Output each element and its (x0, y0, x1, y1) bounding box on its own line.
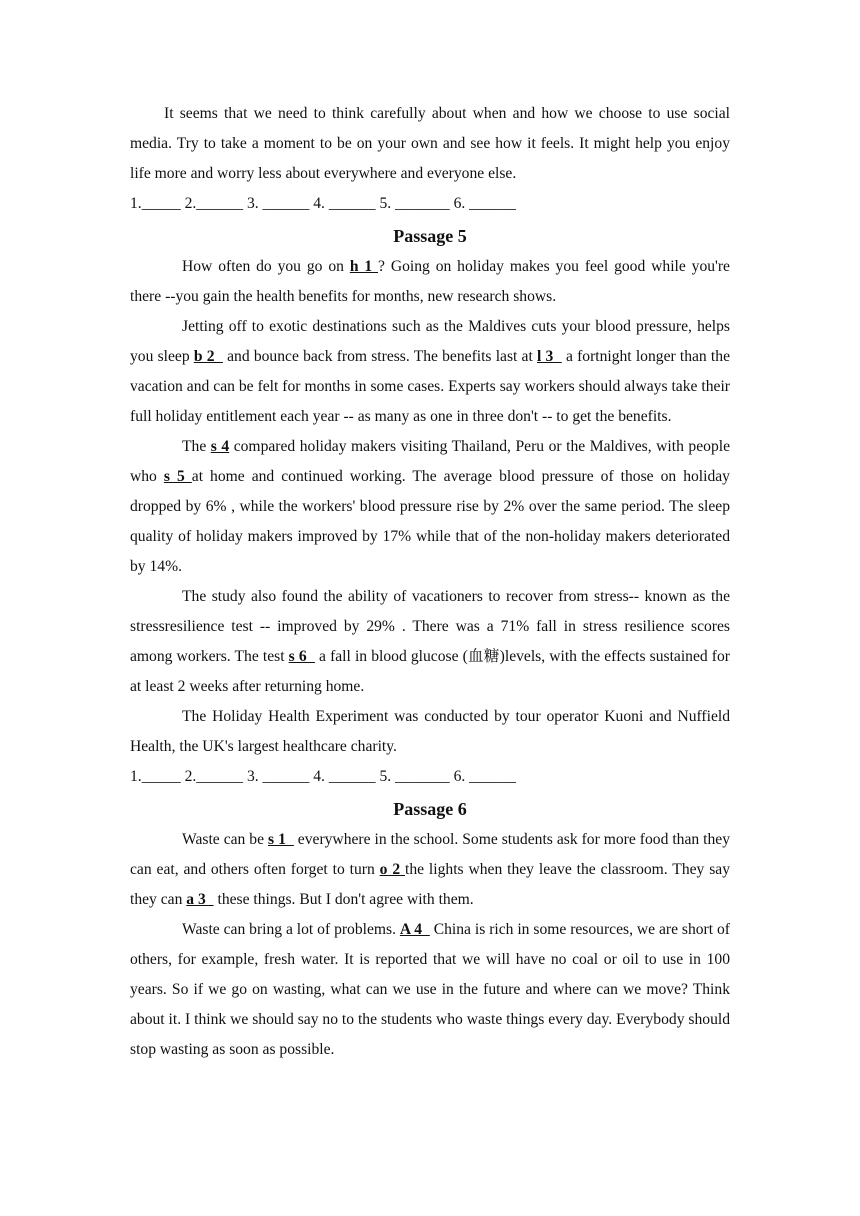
blank-5: s 5 (163, 468, 192, 485)
passage-5-paragraph-4 (130, 582, 730, 702)
passage-6-paragraph-2 (130, 915, 730, 1065)
text-span: Waste can be (182, 831, 269, 848)
text-span: ? Going on holiday makes you feel good while you're there --you gain the health benefits for months, new research shows. (130, 258, 730, 305)
passage-5-title: Passage 5 (393, 226, 467, 246)
text-span: the lights when they leave the classroom. They say they can (130, 861, 731, 908)
document-body (130, 99, 730, 1065)
blank-2: o 2 (379, 861, 405, 878)
blank-4: A 4 (399, 921, 430, 938)
answer-line: 1._____ 2.______ 3. ______ 4. ______ 5. _______ 6. ______ (130, 195, 516, 212)
passage-6-title: Passage 6 (393, 799, 467, 819)
answer-line: 1._____ 2.______ 3. ______ 4. ______ 5. _______ 6. ______ (130, 768, 516, 785)
text-span: How often do you go on (182, 258, 350, 275)
blank-6: s 6 (288, 648, 315, 665)
text-span: at home and continued working. The average blood pressure of those on holiday dropped by 6% , while the workers' blood pressure rise by 2% over the same period. The sleep quality of holiday makers improved by 17% while that of the non-holiday makers deteriorated by 14%. (130, 468, 730, 575)
passage-5-paragraph-3 (130, 432, 730, 582)
text-span: and bounce back from stress. The benefits last at (222, 348, 538, 365)
text-span: these things. But I don't agree with them. (213, 891, 474, 908)
passage-6-paragraph-1 (130, 825, 730, 915)
passage-5-paragraph-5 (130, 702, 730, 762)
text-span: Waste can bring a lot of problems. (182, 921, 400, 938)
blank-3: l 3 (537, 348, 562, 365)
text-span: Jetting off to exotic destinations such as the Maldives cuts your blood pressure, helps you sleep (130, 318, 730, 365)
text-span: a fall in blood glucose (血糖)levels, with the effects sustained for at least 2 weeks after returning home. (130, 648, 730, 695)
blank-4: s 4 (210, 438, 230, 455)
blank-2: b 2 (193, 348, 223, 365)
blank-1: s 1 (268, 831, 294, 848)
text-span: China is rich in some resources, we are short of others, for example, fresh water. It is reported that we will have no coal or oil to use in 100 years. So if we go on wasting, what can we use in the future and where can we move? Think about it. I think we should say no to the students who waste things every day. Everybody should stop wasting as soon as possible. (130, 921, 730, 1058)
text-span: everywhere in the school. Some students ask for more food than they can eat, and others often forget to turn (130, 831, 731, 878)
text-span: The (182, 438, 211, 455)
passage-5-paragraph-2 (130, 312, 730, 432)
intro-paragraph (130, 99, 730, 189)
text-span: a fortnight longer than the vacation and can be felt for months in some cases. Experts say workers should always take their full holiday entitlement each year -- as many as one in three don't -- to get the benefits. (130, 348, 730, 425)
passage-5-paragraph-1 (130, 252, 730, 312)
blank-3: a 3 (186, 891, 214, 908)
text-span: The study also found the ability of vacationers to recover from stress-- known as the stressresilience test -- improved by 29% . There was a 71% fall in stress resilience scores among workers. The test (130, 588, 730, 665)
text-span: The Holiday Health Experiment was conducted by tour operator Kuoni and Nuffield Health, the UK's largest healthcare charity. (130, 708, 730, 755)
text-span: compared holiday makers visiting Thailand, Peru or the Maldives, with people who (130, 438, 730, 485)
blank-1: h 1 (349, 258, 379, 275)
intro-text: It seems that we need to think carefully about when and how we choose to use social media. Try to take a moment to be on your own and see how it feels. It might help you enjoy life more and worry less about everywhere and everyone else. (130, 105, 730, 182)
